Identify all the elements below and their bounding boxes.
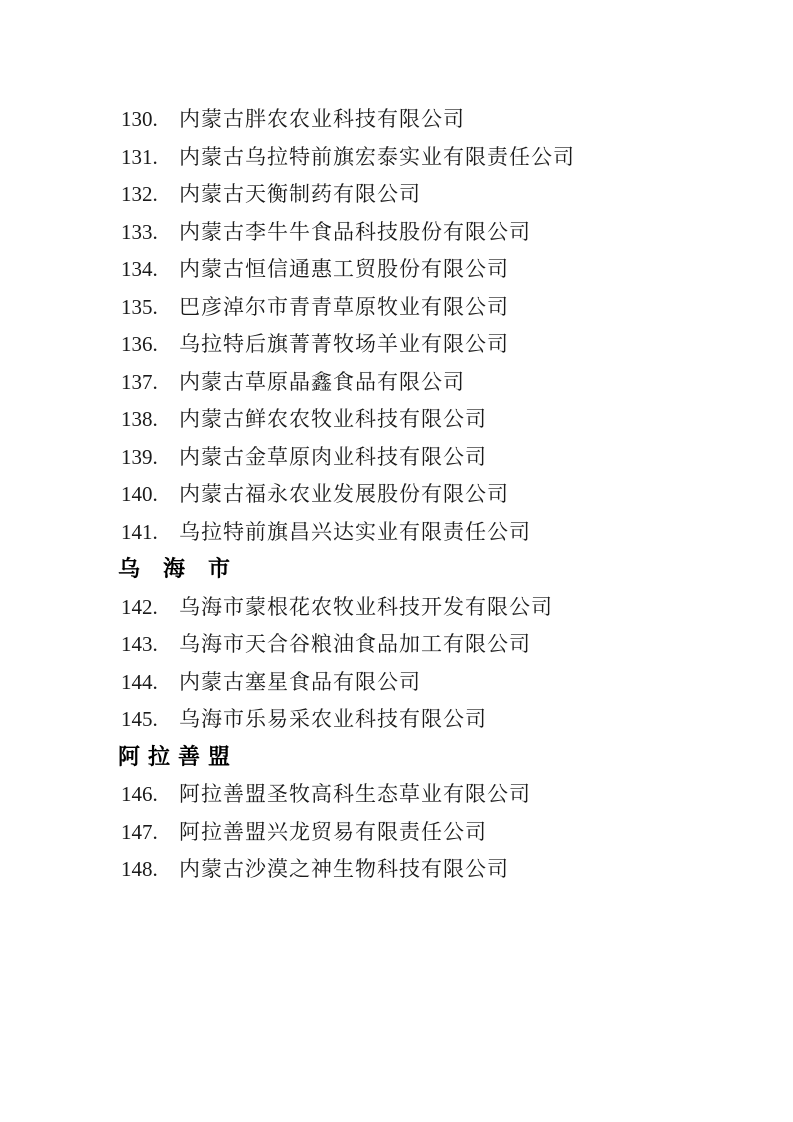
list-entry [121,514,681,552]
section-header-char: 盟 [207,744,230,770]
list-entry [121,176,681,214]
company-list [118,101,681,889]
section-header-char: 市 [207,557,230,582]
list-entry [121,664,681,702]
entry-number: 132. [121,182,158,206]
entry-number: 146. [121,782,158,806]
entry-number: 142. [121,594,158,619]
list-entry [121,289,681,327]
company-name: 内蒙古恒信通惠工贸股份有限公司 [179,257,509,281]
section-header-char: 海 [162,557,185,582]
entry-number: 134. [121,257,158,281]
entry-number: 138. [121,407,158,431]
list-entry [121,214,681,252]
list-entry [121,589,681,627]
section-header-char: 阿 [118,744,141,770]
company-name: 内蒙古李牛牛食品科技股份有限公司 [179,219,531,244]
section-header-char: 善 [177,744,200,770]
company-name: 乌拉特前旗昌兴达实业有限责任公司 [179,519,531,544]
list-entry [121,101,681,139]
list-entry [121,814,681,852]
company-name: 阿拉善盟圣牧高科生态草业有限公司 [179,782,531,806]
company-name: 乌拉特后旗菁菁牧场羊业有限公司 [179,332,509,356]
entry-number: 148. [121,857,158,881]
entry-number: 137. [121,369,158,394]
list-entry [121,364,681,402]
company-name: 乌海市天合谷粮油食品加工有限公司 [179,632,531,656]
entry-number: 130. [121,107,158,131]
entry-number: 147. [121,819,158,844]
entry-number: 136. [121,332,158,356]
section-header-char: 拉 [147,744,170,770]
company-name: 内蒙古金草原肉业科技有限公司 [179,444,487,469]
list-entry [121,851,681,889]
section-header-char: 乌 [118,557,141,582]
company-name: 内蒙古乌拉特前旗宏泰实业有限责任公司 [179,144,575,169]
company-name: 乌海市蒙根花农牧业科技开发有限公司 [179,594,553,619]
list-entry [121,776,681,814]
company-name: 乌海市乐易采农业科技有限公司 [179,707,487,731]
list-entry [121,139,681,177]
list-entry [121,626,681,664]
company-name: 内蒙古胖农农业科技有限公司 [179,107,465,131]
entry-number: 144. [121,669,158,694]
entry-number: 139. [121,444,158,469]
list-entry [121,401,681,439]
list-entry [121,326,681,364]
entry-number: 133. [121,219,158,244]
company-name: 内蒙古塞星食品有限公司 [179,669,421,694]
list-entry [121,476,681,514]
entry-number: 140. [121,482,158,506]
company-name: 巴彦淖尔市青青草原牧业有限公司 [179,294,509,319]
list-entry [121,439,681,477]
company-name: 内蒙古天衡制药有限公司 [179,182,421,206]
list-entry [121,251,681,289]
section-header [118,739,230,777]
entry-number: 143. [121,632,158,656]
entry-number: 135. [121,294,158,319]
section-header [118,551,230,589]
company-name: 阿拉善盟兴龙贸易有限责任公司 [179,819,487,844]
entry-number: 141. [121,519,158,544]
company-name: 内蒙古鲜农农牧业科技有限公司 [179,407,487,431]
company-name: 内蒙古沙漠之神生物科技有限公司 [179,857,509,881]
list-entry [121,701,681,739]
company-name: 内蒙古福永农业发展股份有限公司 [179,482,509,506]
company-name: 内蒙古草原晶鑫食品有限公司 [179,369,465,394]
entry-number: 145. [121,707,158,731]
entry-number: 131. [121,144,158,169]
